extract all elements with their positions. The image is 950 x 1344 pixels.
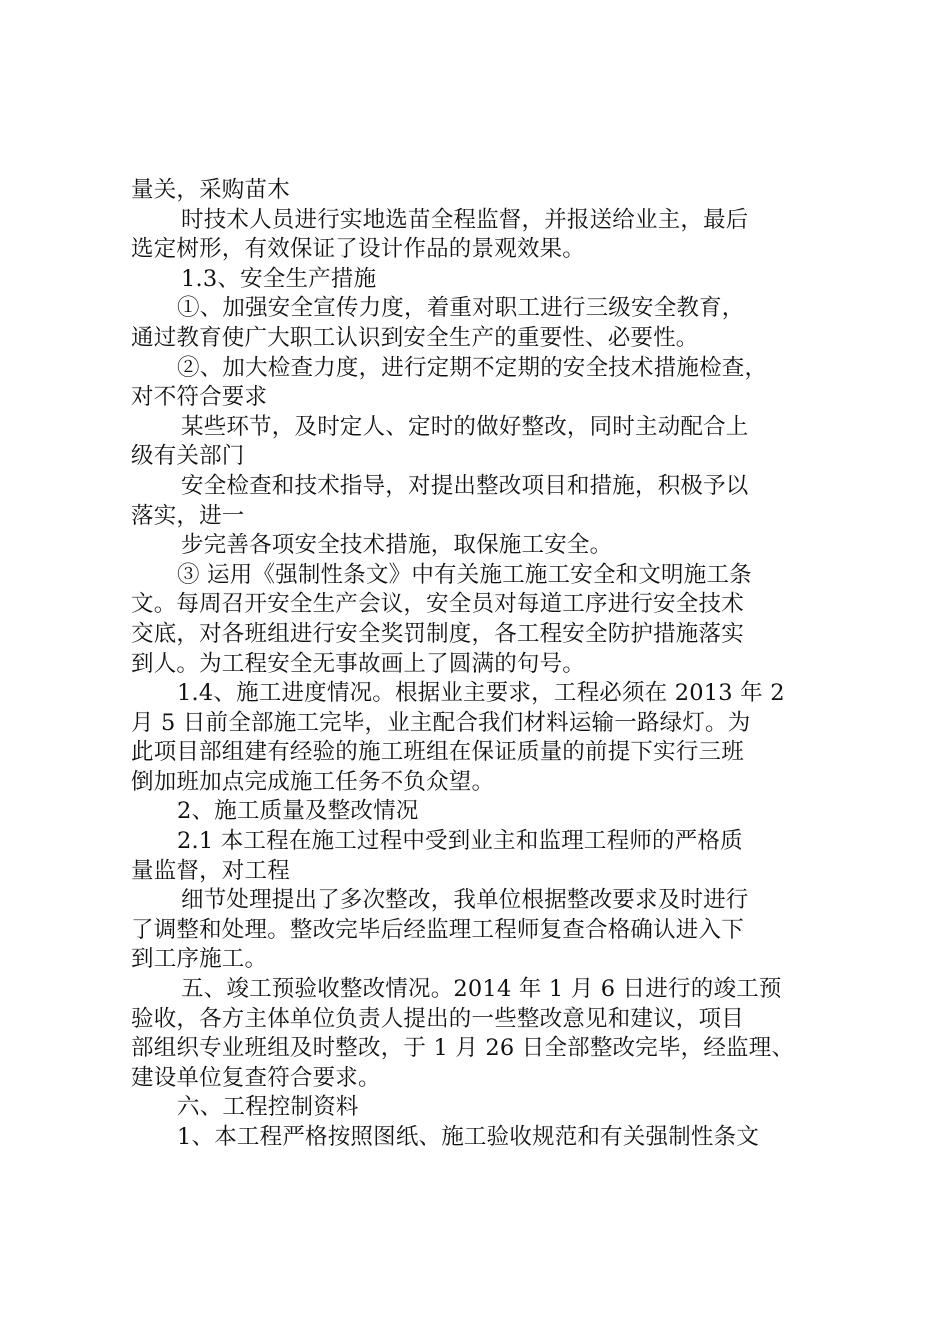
- paragraph-safety-3: [131, 561, 831, 679]
- text-line: 1.3、安全生产措施: [181, 265, 377, 292]
- text-line: 了调整和处理。整改完毕后经监理工程师复查合格确认进入下: [131, 916, 744, 943]
- text-line: 到工序施工。: [131, 946, 268, 973]
- text-line: 步完善各项安全技术措施，取保施工安全。: [181, 532, 613, 559]
- text-line: 此项目部组建有经验的施工班组在保证质量的前提下实行三班: [131, 739, 744, 766]
- paragraph-quality-detail: [131, 886, 831, 975]
- text-line: 验收，各方主体单位负责人提出的一些整改意见和建议，项目: [131, 1005, 744, 1032]
- text-line: 文。每周召开安全生产会议，安全员对每道工序进行安全技术: [131, 591, 744, 618]
- paragraph-rectification: [131, 413, 831, 472]
- text-line: 级有关部门: [131, 443, 245, 470]
- text-line: 1.4、施工进度情况。根据业主要求，工程必须在 2013 年 2: [177, 680, 785, 707]
- text-line: 倒加班加点完成施工任务不负众望。: [131, 768, 495, 795]
- paragraph-inspection: [131, 472, 831, 531]
- text-line: 时技术人员进行实地选苗全程监督，并报送给业主，最后: [181, 206, 749, 233]
- text-line: 细节处理提出了多次整改，我单位根据整改要求及时进行: [181, 887, 749, 914]
- text-line: 通过教育使广大职工认识到安全生产的重要性、必要性。: [131, 324, 699, 351]
- paragraph-seedling-selection: [131, 206, 831, 265]
- paragraph-quality-2-1: [131, 827, 831, 886]
- text-line: ③ 运用《强制性条文》中有关施工施工安全和文明施工条: [177, 561, 752, 588]
- paragraph-improve-measures: [131, 531, 831, 561]
- text-line: 某些环节，及时定人、定时的做好整改，同时主动配合上: [181, 413, 749, 440]
- text-line: 落实，进一: [131, 502, 245, 529]
- heading-control-data: [131, 1093, 831, 1123]
- text-line: 五、竣工预验收整改情况。2014 年 1 月 6 日进行的竣工预: [181, 976, 782, 1003]
- text-line: 选定树形，有效保证了设计作品的景观效果。: [131, 236, 586, 263]
- heading-quality: [131, 797, 831, 827]
- text-line: 部组织专业班组及时整改，于 1 月 26 日全部整改完毕，经监理、: [131, 1035, 795, 1062]
- text-line: 对不符合要求: [131, 384, 268, 411]
- paragraph-purchase: [131, 176, 831, 206]
- text-line: 建设单位复查符合要求。: [131, 1064, 381, 1091]
- text-line: 月 5 日前全部施工完毕，业主配合我们材料运输一路绿灯。为: [131, 709, 751, 736]
- paragraph-safety-1: [131, 294, 831, 353]
- text-line: 2、施工质量及整改情况: [177, 798, 419, 825]
- text-line: 量监督，对工程: [131, 857, 290, 884]
- text-line: 安全检查和技术指导，对提出整改项目和措施，积极予以: [181, 472, 749, 499]
- paragraph-progress: [131, 679, 831, 797]
- text-line: 1、本工程严格按照图纸、施工验收规范和有关强制性条文: [177, 1124, 760, 1150]
- paragraph-control-1: [131, 1123, 831, 1153]
- text-line: 2.1 本工程在施工过程中受到业主和监理工程师的严格质: [177, 828, 743, 855]
- document-body: [131, 176, 831, 1153]
- paragraph-safety-2: [131, 354, 831, 413]
- heading-safety-measures: [131, 265, 831, 295]
- text-line: 到人。为工程安全无事故画上了圆满的句号。: [131, 650, 586, 677]
- text-line: 六、工程控制资料: [177, 1094, 359, 1121]
- text-line: 量关，采购苗木: [131, 177, 290, 203]
- text-line: ②、加大检查力度，进行定期不定期的安全技术措施检查，: [177, 354, 768, 381]
- paragraph-acceptance: [131, 975, 831, 1093]
- text-line: ①、加强安全宣传力度，着重对职工进行三级安全教育，: [177, 295, 745, 322]
- text-line: 交底，对各班组进行安全奖罚制度，各工程安全防护措施落实: [131, 620, 744, 647]
